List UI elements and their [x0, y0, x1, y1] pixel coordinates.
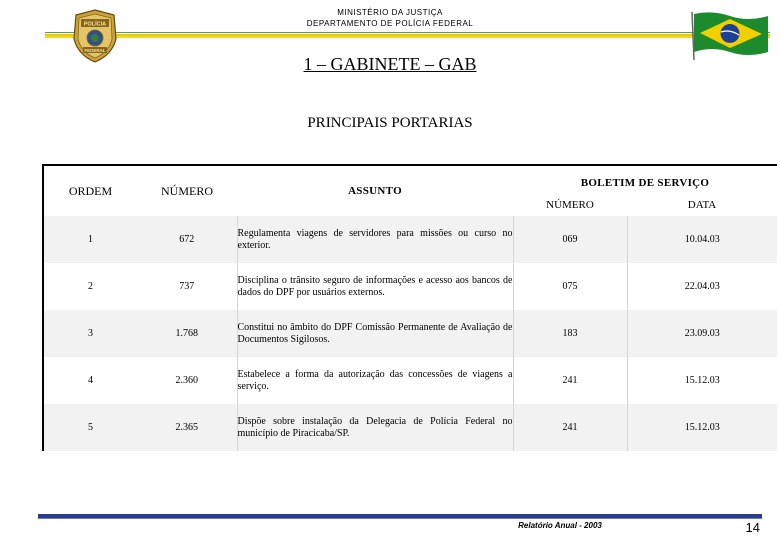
- cell-assunto: Dispõe sobre instalação da Delegacia de Polícia Federal no município de Piracicaba/SP.: [237, 404, 513, 451]
- cell-bs-data: 15.12.03: [627, 357, 777, 404]
- cell-bs-numero: 241: [513, 404, 627, 451]
- cell-bs-numero: 069: [513, 216, 627, 263]
- cell-assunto: Regulamenta viagens de servidores para missões ou curso no exterior.: [237, 216, 513, 263]
- cell-numero: 2.365: [137, 404, 237, 451]
- cell-numero: 737: [179, 281, 195, 292]
- badge-top-text: POLÍCIA: [83, 21, 107, 28]
- table-row: [43, 357, 777, 404]
- cell-bs-data: 10.04.03: [627, 216, 777, 263]
- cell-numero: 672: [137, 216, 237, 263]
- cell-bs-numero: 075: [513, 263, 627, 310]
- footer-report-label: Relatório Anual - 2003: [518, 521, 602, 530]
- cell-bs-data: 15.12.03: [627, 404, 777, 451]
- cell-assunto: Estabelece a forma da autorização das concessões de viagens a serviço.: [237, 357, 513, 404]
- table-row: [43, 216, 777, 263]
- header-divider: [45, 34, 770, 38]
- cell-ordem: 1: [43, 216, 137, 263]
- col-assunto-header: ASSUNTO: [348, 185, 402, 197]
- cell-bs-data: 23.09.03: [627, 310, 777, 357]
- cell-ordem: 4: [88, 375, 93, 386]
- cell-assunto: Constitui no âmbito do DPF Comissão Permanente de Avaliação de Documentos Sigilosos.: [237, 310, 513, 357]
- brazil-flag-icon: [690, 10, 770, 60]
- section-title: 1 – GABINETE – GAB: [303, 54, 477, 74]
- cell-assunto: Disciplina o trânsito seguro de informações e acesso aos bancos de dados do DPF por usuários externos.: [237, 263, 513, 310]
- section-subtitle: PRINCIPAIS PORTARIAS: [307, 115, 473, 131]
- col-ordem-header: ORDEM: [68, 183, 113, 198]
- cell-ordem: 3: [43, 310, 137, 357]
- footer-divider-thin: [38, 518, 762, 519]
- col-bs-data-header: DATA: [687, 199, 717, 211]
- cell-bs-data: 22.04.03: [627, 263, 777, 310]
- police-badge-icon: [72, 9, 118, 63]
- cell-ordem: 5: [43, 404, 137, 451]
- col-boletim-header: BOLETIM DE SERVIÇO: [580, 177, 710, 189]
- header-divider-green: [45, 32, 770, 33]
- header-department: DEPARTAMENTO DE POLÍCIA FEDERAL: [306, 19, 474, 28]
- table-row: [43, 263, 777, 310]
- cell-ordem: 2: [88, 281, 93, 292]
- cell-bs-numero: 183: [513, 310, 627, 357]
- header-ministry: MINISTÉRIO DA JUSTIÇA: [337, 8, 443, 17]
- table-row: [43, 404, 777, 451]
- portarias-table: [42, 164, 777, 451]
- col-bs-numero-header: NÚMERO: [546, 199, 594, 211]
- cell-numero: 1.768: [137, 310, 237, 357]
- page-number: 14: [745, 520, 760, 535]
- cell-numero: 2.360: [175, 375, 198, 386]
- badge-bottom-text: FEDERAL: [84, 48, 106, 53]
- cell-bs-numero: 241: [513, 357, 627, 404]
- col-numero-header: NÚMERO: [160, 183, 213, 198]
- table-row: [43, 310, 777, 357]
